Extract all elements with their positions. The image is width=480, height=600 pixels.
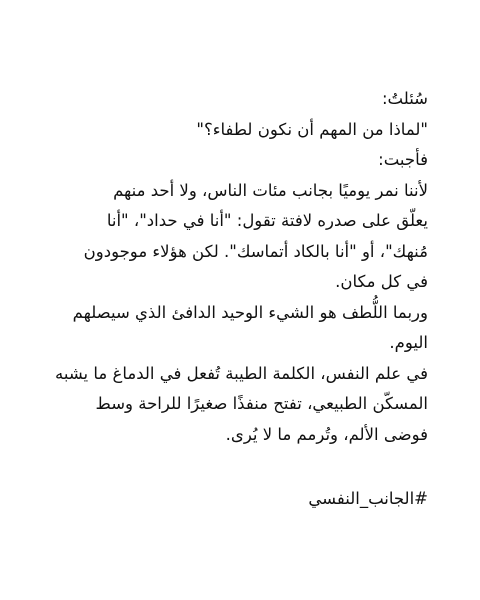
answer-line-2: يعلّق على صدره لافتة تقول: "أنا في حداد"، "أنا <box>106 211 428 230</box>
post-text <box>56 84 428 515</box>
answer-line-3: مُنهك"، أو "أنا بالكاد أتماسك". لكن هؤلاء موجودون <box>83 241 428 261</box>
question-label: سُئلتُ: <box>381 89 428 108</box>
question-text: "لماذا من المهم أن نكون لطفاء؟" <box>196 119 428 139</box>
answer-label: فأجبت: <box>378 150 428 169</box>
spacer <box>56 450 428 484</box>
answer-line-9: فوضى الألم، وتُرمم ما لا يُرى. <box>225 424 428 444</box>
answer-line-1: لأننا نمر يوميًا بجانب مئات الناس، ولا أحد منهم <box>113 180 428 200</box>
answer-line-7: في علم النفس، الكلمة الطيبة تُفعل في الدماغ ما يشبه <box>55 363 428 383</box>
answer-line-5: وربما اللُّطف هو الشيء الوحيد الدافئ الذي سيصلهم <box>72 302 428 322</box>
hashtag[interactable]: #الجانب_النفسي <box>308 489 428 508</box>
answer-line-8: المسكّن الطبيعي، تفتح منفذًا صغيرًا للراحة وسط <box>95 394 428 413</box>
answer-line-6: اليوم. <box>389 333 428 352</box>
answer-line-4: في كل مكان. <box>335 272 428 291</box>
